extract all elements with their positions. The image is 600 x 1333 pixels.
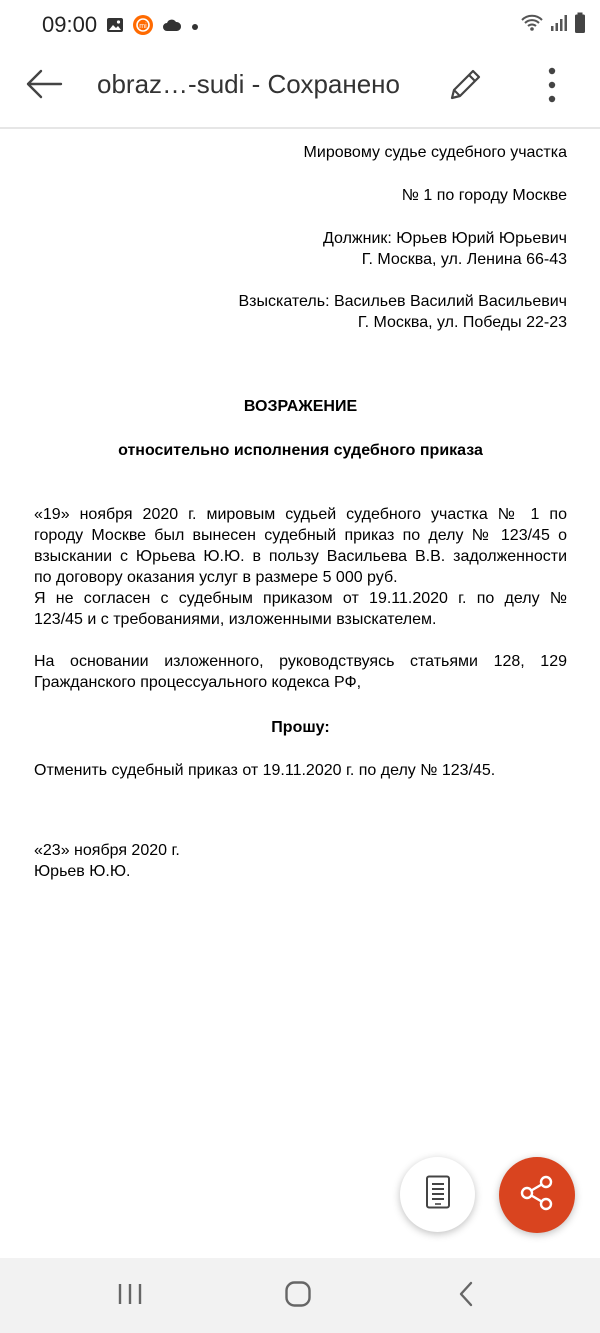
home-icon [284, 1280, 312, 1313]
reading-mode-button[interactable] [400, 1157, 475, 1232]
status-bar [0, 0, 600, 52]
debtor-block [323, 228, 567, 270]
mi-app-icon [132, 14, 154, 41]
claimant-address: Г. Москва, ул. Победы 22-23 [357, 314, 567, 331]
battery-icon [574, 12, 586, 39]
request-text: Отменить судебный приказ от 19.11.2020 г. по делу № 123/45. [34, 762, 496, 779]
status-left-icons [106, 14, 200, 41]
pencil-icon [446, 66, 484, 109]
document-heading: ВОЗРАЖЕНИЕ [243, 398, 358, 415]
paragraph-2-line-1: На основании изложенного, руководствуясь статьями 128, 129 [34, 653, 567, 670]
arrow-left-icon [25, 69, 63, 104]
app-bar [0, 52, 600, 128]
edit-button[interactable] [442, 64, 488, 110]
reader-icon [425, 1175, 451, 1214]
claimant-name: Взыскатель: Васильев Василий Васильевич [238, 293, 567, 310]
document-subheading: относительно исполнения судебного приказа [118, 442, 483, 459]
more-options-button[interactable] [530, 64, 574, 110]
share-button[interactable] [499, 1157, 575, 1233]
recent-apps-icon [117, 1282, 143, 1311]
paragraph-2 [34, 651, 567, 693]
debtor-address: Г. Москва, ул. Ленина 66-43 [361, 251, 567, 268]
debtor-name: Должник: Юрьев Юрий Юрьевич [323, 230, 567, 247]
status-right-icons [520, 12, 586, 39]
paragraph-2-line-2: Гражданского процессуального кодекса РФ, [34, 674, 362, 691]
more-vertical-icon [547, 67, 557, 108]
paragraph-1-line-5: Я не согласен с судебным приказом от 19.11.2020 г. по делу № [34, 590, 567, 607]
paragraph-1-line-2: городу Москве был вынесен судебный приказ по делу № 123/45 о [34, 527, 567, 544]
document-date: «23» ноября 2020 г. [34, 842, 180, 859]
recent-apps-button[interactable] [110, 1276, 150, 1316]
addressee-line-2: № 1 по городу Москве [401, 187, 567, 204]
cloud-icon [162, 18, 182, 37]
app-bar-divider [0, 127, 600, 129]
gallery-icon [106, 17, 124, 38]
home-button[interactable] [278, 1276, 318, 1316]
svg-text:mi: mi [139, 23, 147, 30]
document-signature: Юрьев Ю.Ю. [34, 863, 131, 880]
back-button[interactable] [22, 64, 66, 108]
nav-back-button[interactable] [446, 1276, 486, 1316]
addressee-line-1: Мировому судье судебного участка [303, 144, 567, 161]
document-title: obraz…-sudi - Сохранено [97, 69, 400, 99]
dot-icon [190, 19, 200, 37]
paragraph-1-line-1: «19» ноября 2020 г. мировым судьей судебного участка № 1 по [34, 506, 567, 523]
paragraph-1-line-4: по договору оказания услуг в размере 5 000 руб. [34, 569, 398, 586]
share-icon [519, 1175, 555, 1216]
paragraph-1 [34, 504, 567, 630]
claimant-block [238, 291, 567, 333]
signal-icon [550, 14, 568, 37]
wifi-icon [520, 13, 544, 38]
system-navigation-bar [0, 1258, 600, 1333]
status-time: 09:00 [42, 12, 98, 37]
paragraph-1-line-6: 123/45 и с требованиями, изложенными взыскателем. [34, 611, 437, 628]
paragraph-1-line-3: взыскании с Юрьева Ю.Ю. в пользу Васильева В.В. задолженности [34, 548, 567, 565]
chevron-left-icon [456, 1280, 476, 1313]
request-heading: Прошу: [271, 719, 330, 736]
